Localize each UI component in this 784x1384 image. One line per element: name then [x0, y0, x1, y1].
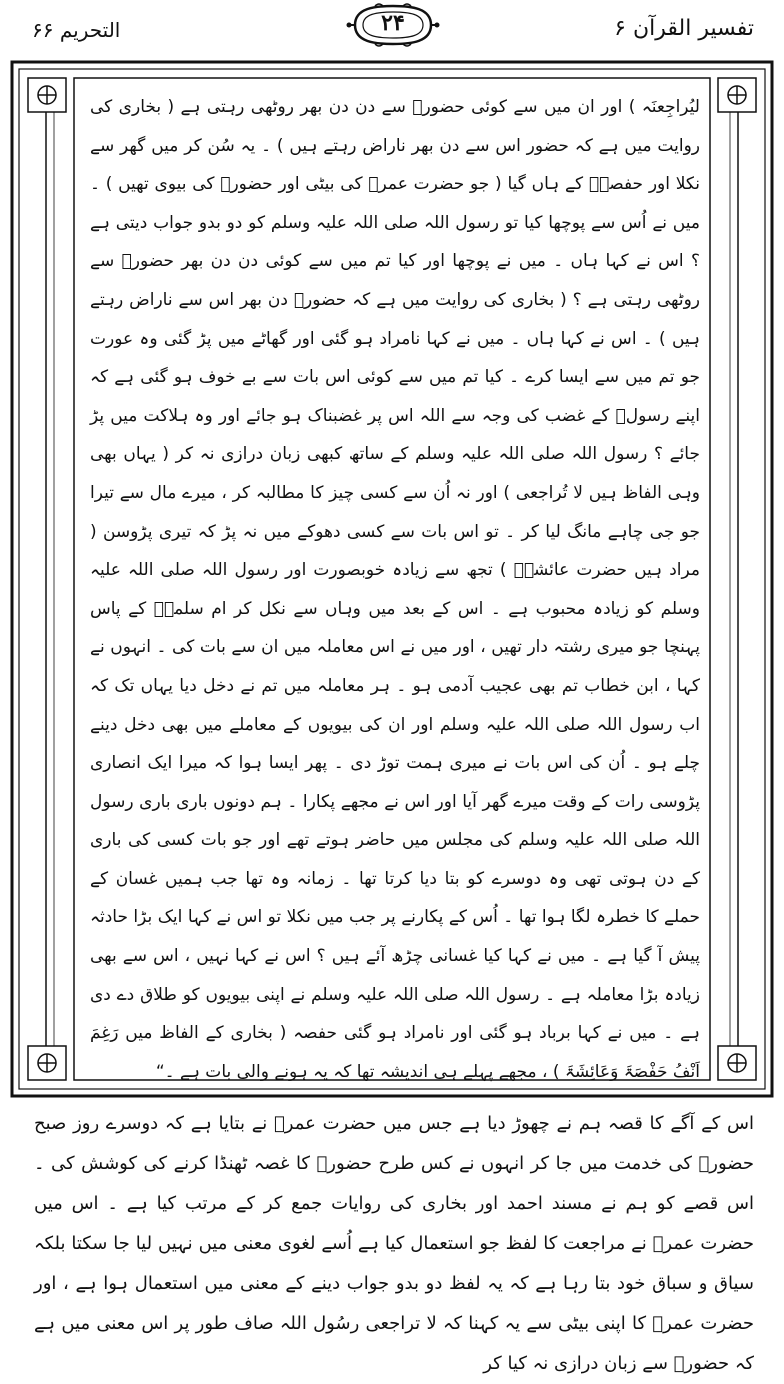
framed-text-block: [90, 88, 700, 1088]
page-number: ۲۴: [381, 10, 405, 36]
page-number-ornament: [345, 2, 441, 48]
commentary-paragraph: اس کے آگے کا قصہ ہم نے چھوڑ دیا ہے جس میں حضرت عمرؓ نے بتایا ہے کہ دوسرے روز صبح حضورؐ کی خدمت میں جا کر انہوں نے کس طرح حضورؐ کا غصہ ٹھنڈا کرنے کی کوشش کی ۔ اس قصے کو ہم نے مسند احمد اور بخاری کی روایات جمع کر کے مرتب کیا ہے ۔ اس میں حضرت عمرؓ نے مراجعت کا لفظ جو استعمال کیا ہے اُسے لغوی معنی میں نہیں لیا جا سکتا بلکہ سیاق و سباق خود بتا رہا ہے کہ یہ لفظ دو بدو جواب دینے کے معنی میں استعمال ہوا ہے ، اور حضرت عمرؓ کا اپنی بیٹی سے یہ کہنا کہ لا تراجعی رسُول اللہ صاف طور پر اس معنی میں ہے کہ حضورؐ سے زبان درازی نہ کیا کر: [34, 1113, 754, 1374]
surah-page-label: التحریم ۶۶: [32, 18, 121, 42]
book-title: تفسیر القرآن ۶: [614, 16, 754, 41]
framed-paragraph: لیُراجِعنَہ ) اور ان میں سے کوئی حضورؐ سے دن دن بھر روٹھی رہتی ہے ( بخاری کی روایت میں ہے کہ حضور اس سے دن بھر ناراض رہتے ہیں ) ۔ یہ سُن کر میں گھر سے نکلا اور حفصہؓ کے ہاں گیا ( جو حضرت عمرؓ کی بیٹی اور حضورؐ کی بیوی تھیں ) ۔ میں نے اُس سے پوچھا کیا تو رسول اللہ صلی اللہ علیہ وسلم کو دو بدو جواب دیتی ہے ؟ اس نے کہا ہاں ۔ میں نے پوچھا اور کیا تم میں سے کوئی دن دن بھر حضورؐ سے روٹھی رہتی ہے ؟ ( بخاری کی روایت میں ہے کہ حضورؐ دن بھر اس سے ناراض رہتے ہیں ) ۔ اس نے کہا ہاں ۔ میں نے کہا نامراد ہو گئی اور گھاٹے میں پڑ گئی وہ عورت جو تم میں سے ایسا کرے ۔ کیا تم میں سے کوئی اس بات سے بے خوف ہو گئی ہے کہ اپنے رسولؐ کے غضب کی وجہ سے اللہ اس پر غضبناک ہو جائے اور وہ ہلاکت میں پڑ جائے ؟ رسول اللہ صلی اللہ علیہ وسلم کے ساتھ کبھی زبان درازی نہ کر ( یہاں بھی وہی الفاظ ہیں لا تُراجعی ) اور نہ اُن سے کسی چیز کا مطالبہ کر ، میرے مال سے تیرا جو جی چاہے مانگ لیا کر ۔ تو اس بات سے کسی دھوکے میں نہ پڑ کہ تیری پڑوسن ( مراد ہیں حضرت عائشہؓ ) تجھ سے زیادہ خوبصورت اور رسول اللہ صلی اللہ علیہ وسلم کو زیادہ محبوب ہے ۔ اس کے بعد میں وہاں سے نکل کر ام سلمہؓ کے پاس پہنچا جو میری رشتہ دار تھیں ، اور میں نے اس معاملہ میں ان سے بات کی ۔ انہوں نے کہا ، ابن خطاب تم بھی عجیب آدمی ہو ۔ ہر معاملہ میں تم نے دخل دیا یہاں تک کہ اب رسول اللہ صلی اللہ علیہ وسلم اور ان کی بیویوں کے معاملے میں بھی دخل دینے چلے ہو ۔ اُن کی اس بات نے میری ہمت توڑ دی ۔ پھر ایسا ہوا کہ میرا ایک انصاری پڑوسی رات کے وقت میرے گھر آیا اور اس نے مجھے پکارا ۔ ہم دونوں باری باری رسول اللہ صلی اللہ علیہ وسلم کی مجلس میں حاضر ہوتے تھے اور جو بات کسی کی باری کے دن ہوتی تھی وہ دوسرے کو بتا دیا کرتا تھا ۔ زمانہ وہ تھا جب ہمیں غسان کے حملے کا خطرہ لگا ہوا تھا ۔ اُس کے پکارنے پر جب میں نکلا تو اس نے کہا ایک بڑا حادثہ پیش آ گیا ہے ۔ میں نے کہا کیا غسانی چڑھ آئے ہیں ؟ اس نے کہا نہیں ، اس سے بھی زیادہ بڑا معاملہ ہے ۔ رسول اللہ صلی اللہ علیہ وسلم نے اپنی بیویوں کو طلاق دے دی ہے ۔ میں نے کہا برباد ہو گئی اور نامراد ہو گئی حفصہ ( بخاری کے الفاظ میں رَغِمَ اَنْفُ حَفْصَۃَ وَعَائِشَۃَ ) ، مجھے پہلے ہی اندیشہ تھا کہ یہ ہونے والی بات ہے ۔“: [90, 97, 700, 1082]
decorative-text-frame: [8, 58, 776, 1100]
page-header: [0, 0, 784, 62]
commentary-block: [34, 1104, 754, 1374]
